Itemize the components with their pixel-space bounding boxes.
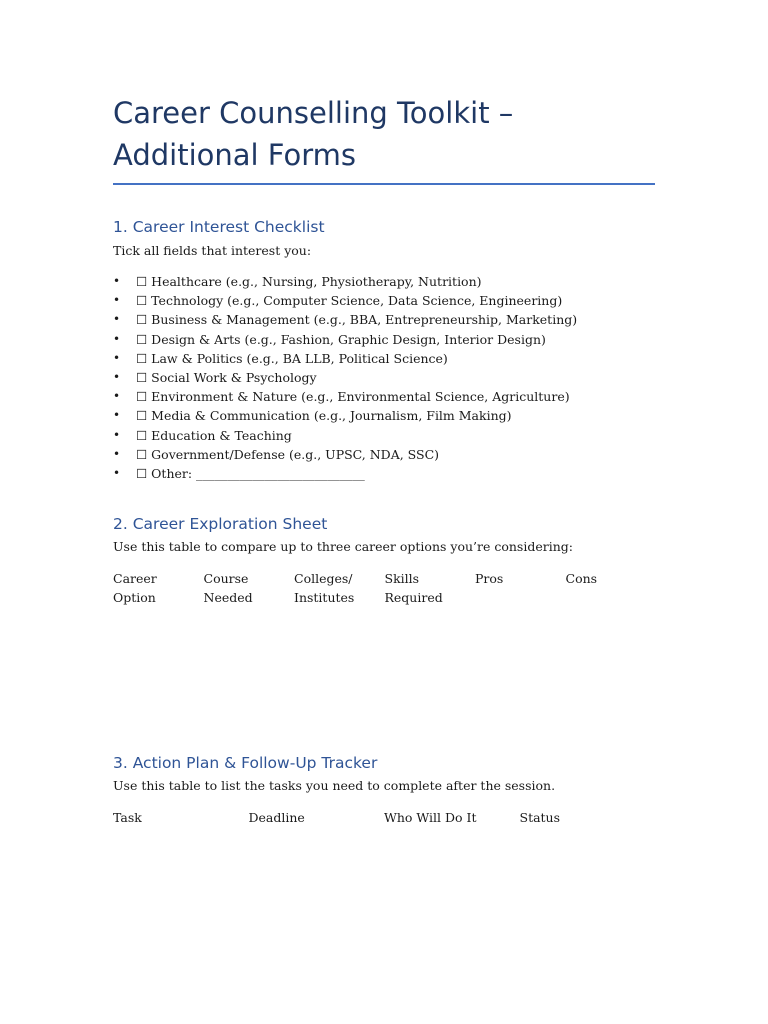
bullet-icon: • bbox=[113, 446, 121, 461]
bullet-icon: • bbox=[113, 389, 121, 404]
checklist-item-label: ☐ Media & Communication (e.g., Journalism, Film Making) bbox=[136, 408, 512, 424]
column-header-who: Who Will Do It bbox=[384, 810, 477, 826]
interest-checklist bbox=[113, 272, 656, 483]
bullet-icon: • bbox=[113, 408, 121, 423]
bullet-icon: • bbox=[113, 312, 121, 327]
checklist-item[interactable] bbox=[113, 349, 656, 368]
bullet-icon: • bbox=[113, 427, 121, 442]
column-header-status: Status bbox=[519, 810, 561, 826]
checklist-item-label: ☐ Social Work & Psychology bbox=[136, 370, 317, 386]
column-header-pros: Pros bbox=[475, 571, 504, 587]
bullet-icon: • bbox=[113, 370, 121, 385]
column-header-cons: Cons bbox=[565, 571, 598, 587]
section-intro: Use this table to compare up to three career options you’re considering: bbox=[113, 539, 573, 555]
checklist-item[interactable] bbox=[113, 387, 656, 406]
checklist-item-label: ☐ Design & Arts (e.g., Fashion, Graphic Design, Interior Design) bbox=[136, 331, 546, 347]
checklist-item[interactable] bbox=[113, 291, 656, 310]
checklist-item-label: ☐ Law & Politics (e.g., BA LLB, Political Science) bbox=[136, 350, 448, 366]
document-title: Career Counselling Toolkit – Additional Forms bbox=[113, 96, 514, 172]
checklist-item-label: ☐ Healthcare (e.g., Nursing, Physiotherapy, Nutrition) bbox=[136, 274, 482, 289]
bullet-icon: • bbox=[113, 350, 121, 365]
checklist-item[interactable] bbox=[113, 406, 656, 425]
column-header-skills: Skills Required bbox=[384, 571, 443, 606]
checklist-item-label: ☐ Business & Management (e.g., BBA, Entrepreneurship, Marketing) bbox=[136, 312, 578, 328]
checklist-item-label: ☐ Other: ___________________________ bbox=[136, 466, 365, 482]
checklist-item[interactable] bbox=[113, 330, 656, 349]
section-heading-action-plan: 3. Action Plan & Follow-Up Tracker bbox=[113, 754, 378, 773]
exploration-table-header bbox=[113, 569, 656, 607]
bullet-icon: • bbox=[113, 293, 121, 308]
title-underline bbox=[113, 183, 655, 185]
bullet-icon: • bbox=[113, 466, 121, 481]
document-page bbox=[113, 92, 656, 827]
checklist-item[interactable] bbox=[113, 368, 656, 387]
checklist-item[interactable] bbox=[113, 445, 656, 464]
checklist-item-label: ☐ Government/Defense (e.g., UPSC, NDA, SSC) bbox=[136, 446, 440, 462]
checklist-item-label: ☐ Education & Teaching bbox=[136, 427, 292, 443]
checklist-item-label: ☐ Technology (e.g., Computer Science, Data Science, Engineering) bbox=[136, 293, 563, 309]
column-header-career-option: Career Option bbox=[113, 571, 157, 606]
column-header-deadline: Deadline bbox=[248, 810, 305, 826]
column-header-task: Task bbox=[113, 810, 142, 826]
section-heading-career-interest: 1. Career Interest Checklist bbox=[113, 218, 325, 236]
action-table-header bbox=[113, 808, 656, 827]
bullet-icon: • bbox=[113, 331, 121, 346]
checklist-item[interactable] bbox=[113, 310, 656, 329]
checklist-item-label: ☐ Environment & Nature (e.g., Environmental Science, Agriculture) bbox=[136, 389, 570, 405]
section-heading-career-exploration: 2. Career Exploration Sheet bbox=[113, 515, 328, 534]
section-intro: Use this table to list the tasks you need to complete after the session. bbox=[113, 778, 556, 794]
column-header-colleges: Colleges/ Institutes bbox=[294, 571, 355, 606]
checklist-item[interactable] bbox=[113, 426, 656, 445]
bullet-icon: • bbox=[113, 274, 121, 288]
column-header-course-needed: Course Needed bbox=[203, 571, 253, 606]
checklist-item[interactable] bbox=[113, 272, 656, 291]
section-intro: Tick all fields that interest you: bbox=[113, 243, 312, 258]
checklist-item-other[interactable] bbox=[113, 464, 656, 483]
